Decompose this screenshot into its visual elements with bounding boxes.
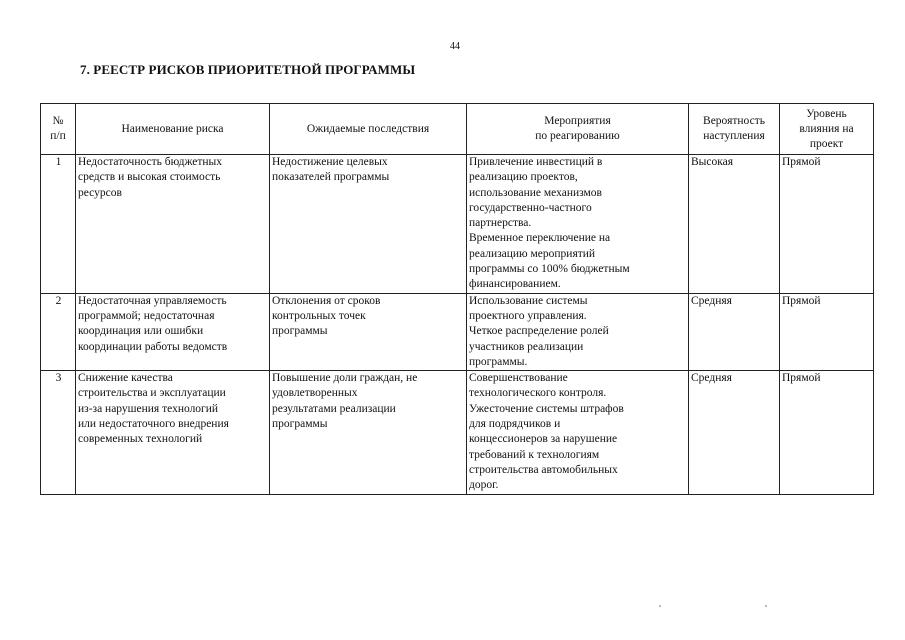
section-title: 7. РЕЕСТР РИСКОВ ПРИОРИТЕТНОЙ ПРОГРАММЫ	[80, 62, 416, 77]
impact-cell: Прямой	[780, 293, 874, 370]
scan-speck	[659, 605, 661, 607]
probability-cell: Средняя	[689, 293, 780, 370]
header-risk-name: Наименование риска	[76, 104, 270, 155]
row-num: 2	[41, 293, 76, 370]
measures-cell: Использование системы проектного управления. Четкое распределение ролей участников реализации программы.	[467, 293, 689, 370]
header-impact: Уровень влияния на проект	[780, 104, 874, 155]
row-num: 1	[41, 155, 76, 294]
page-number: 44	[450, 41, 460, 52]
consequences-cell: Отклонения от сроков контрольных точек программы	[270, 293, 467, 370]
header-num: № п/п	[41, 104, 76, 155]
scan-speck	[765, 605, 767, 607]
impact-cell: Прямой	[780, 371, 874, 494]
probability-cell: Высокая	[689, 155, 780, 294]
probability-cell: Средняя	[689, 371, 780, 494]
table-row	[41, 155, 874, 294]
consequences-cell: Повышение доли граждан, не удовлетворенных результатами реализации программы	[270, 371, 467, 494]
risk-name-cell: Недостаточность бюджетных средств и высокая стоимость ресурсов	[76, 155, 270, 294]
impact-cell: Прямой	[780, 155, 874, 294]
measures-cell: Привлечение инвестиций в реализацию проектов, использование механизмов государственно-частного партнерства. Временное переключение на реализацию мероприятий программы со 100% бюджетным финансированием.	[467, 155, 689, 294]
risk-name-cell: Недостаточная управляемость программой; недостаточная координация или ошибки координации работы ведомств	[76, 293, 270, 370]
header-probability: Вероятность наступления	[689, 104, 780, 155]
table-header-row	[41, 104, 874, 155]
consequences-cell: Недостижение целевых показателей программы	[270, 155, 467, 294]
measures-cell: Совершенствование технологического контроля. Ужесточение системы штрафов для подрядчиков и концессионеров за нарушение требований к технологиям строительства автомобильных дорог.	[467, 371, 689, 494]
row-num: 3	[41, 371, 76, 494]
risk-register-table	[40, 103, 874, 495]
table-row	[41, 371, 874, 494]
risk-name-cell: Снижение качества строительства и эксплуатации из-за нарушения технологий или недостаточного внедрения современных технологий	[76, 371, 270, 494]
header-consequences: Ожидаемые последствия	[270, 104, 467, 155]
header-measures: Мероприятия по реагированию	[467, 104, 689, 155]
table-row	[41, 293, 874, 370]
